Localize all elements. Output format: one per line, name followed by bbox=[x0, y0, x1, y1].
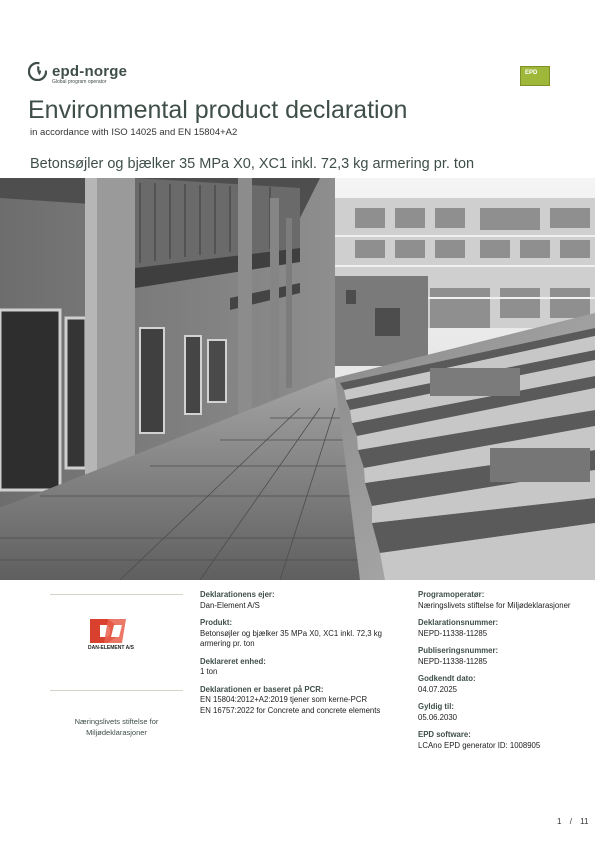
info-value: Betonsøjler og bjælker 35 MPa X0, XC1 inkl. 72,3 kg armering pr. ton bbox=[200, 628, 383, 648]
info-value: NEPD-11338-11285 bbox=[418, 656, 488, 666]
total-pages: 11 bbox=[580, 817, 589, 826]
info-block-approved-date bbox=[418, 674, 578, 695]
foundation-name: Næringslivets stiftelse for Miljødeklarasjoner bbox=[74, 717, 159, 737]
info-block-product bbox=[200, 618, 395, 650]
info-value: 1 ton bbox=[200, 667, 218, 676]
info-label: Deklarationen er baseret på PCR: bbox=[200, 684, 324, 694]
info-label: Programoperatør: bbox=[418, 590, 485, 599]
divider-top bbox=[50, 594, 183, 595]
info-value: 05.06.2030 bbox=[418, 712, 458, 722]
epd-badge-label: EPD bbox=[525, 70, 538, 76]
brand-name: epd-norge bbox=[52, 63, 128, 80]
info-label: Publiseringsnummer: bbox=[418, 646, 499, 655]
page-separator: / bbox=[569, 817, 572, 826]
info-label: Godkendt dato: bbox=[418, 674, 476, 683]
info-label: Deklarationens ejer: bbox=[200, 590, 275, 599]
info-label: EPD software: bbox=[418, 730, 471, 739]
divider-bottom bbox=[50, 690, 183, 691]
info-block-program-operator bbox=[418, 590, 578, 611]
info-block-publication-number bbox=[418, 646, 578, 667]
epd-norge-leaf-icon bbox=[28, 62, 47, 81]
brand-tagline: Global program operator bbox=[52, 79, 107, 85]
info-value: LCAno EPD generator ID: 1008905 bbox=[418, 740, 541, 750]
info-block-declared-unit bbox=[200, 657, 395, 678]
page-title: Environmental product declaration bbox=[28, 96, 408, 124]
current-page: 1 bbox=[557, 817, 562, 826]
info-block-valid-until bbox=[418, 702, 578, 723]
info-value: NEPD-11338-11285 bbox=[418, 628, 488, 638]
page-number bbox=[557, 817, 588, 826]
info-block-declaration-number bbox=[418, 618, 578, 639]
info-block-owner bbox=[200, 590, 395, 611]
product-title: Betonsøjler og bjælker 35 MPa X0, XC1 inkl. 72,3 kg armering pr. ton bbox=[30, 156, 475, 172]
info-value: Næringslivets stiftelse for Miljødeklarasjoner bbox=[418, 600, 571, 610]
info-label: Deklareret enhed: bbox=[200, 656, 266, 666]
declaration-info-right bbox=[418, 590, 578, 758]
brand-logo bbox=[28, 62, 128, 85]
info-block-pcr bbox=[200, 685, 395, 717]
epd-badge bbox=[520, 66, 550, 86]
info-block-epd-software bbox=[418, 730, 578, 751]
info-value: EN 15804:2012+A2:2019 tjener som kerne-PCR EN 16757:2022 for Concrete and concrete elements bbox=[200, 695, 381, 715]
page-subtitle: in accordance with ISO 14025 and EN 15804+A2 bbox=[30, 127, 238, 138]
info-label: Deklarationsnummer: bbox=[418, 618, 499, 627]
owner-logo-text: DAN-ELEMENT A/S bbox=[88, 645, 134, 651]
info-value: 04.07.2025 bbox=[418, 684, 458, 694]
info-value: Dan-Element A/S bbox=[200, 600, 260, 610]
declaration-info-left bbox=[200, 590, 395, 723]
info-label: Gyldig til: bbox=[418, 702, 454, 711]
product-photo bbox=[0, 178, 595, 580]
info-label: Produkt: bbox=[200, 618, 233, 627]
